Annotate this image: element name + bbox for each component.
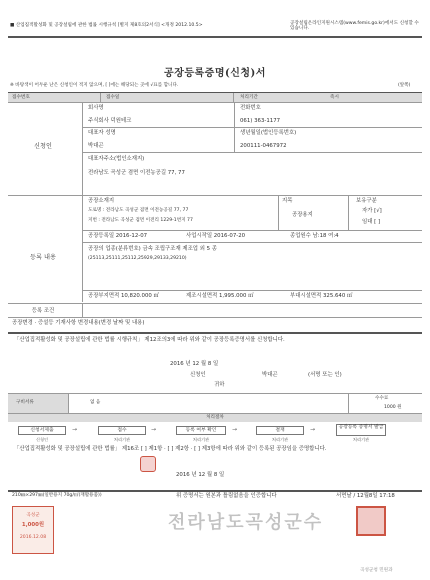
request-date: 2016 년 12 월 8 일: [170, 361, 219, 367]
signature-note: (서명 또는 인): [308, 372, 342, 378]
process-actor: 처리기관: [352, 437, 370, 442]
small-credit: 곡성군청 민원과: [360, 568, 393, 573]
divider: [82, 127, 422, 128]
divider: [234, 102, 235, 152]
page-title: 공장등록증명(신청)서: [164, 68, 266, 79]
documents-label: 구비서류: [16, 400, 34, 405]
instruction-note: ※ 바탕색이 어두운 난은 신청인이 적지 않으며, [ ]에는 해당되는 곳에 √표를 합니다.: [10, 83, 179, 88]
process-period-label: 처리기간: [240, 95, 258, 100]
ownership-own-option: 자가 [√]: [362, 208, 382, 214]
birth-label: 생년월일(법인등록번호): [240, 130, 297, 136]
registration-section-label: 등록 내용: [30, 254, 56, 261]
divider: [82, 152, 422, 153]
office-name-watermark: 전라남도곡성군수: [168, 512, 324, 533]
to-label: 귀하: [214, 382, 225, 388]
certification-text: 「산업집적활성화 및 공장설립에 관한 법률」 제16조 [ ] 제1항 · [ ] 제2항 · [ ] 제3항에 따라 위와 같이 등록된 공장임을 증명합니다.: [14, 446, 327, 452]
phone-label: 전화번호: [240, 105, 261, 111]
business-start-date: 사업시작일 2016-07-20: [186, 233, 246, 239]
divider: [82, 290, 422, 291]
birth-value: 200111-0467972: [240, 143, 287, 149]
revenue-stamp: [12, 506, 54, 554]
employee-count: 종업원수 남:18 여:4: [290, 233, 339, 239]
request-text: 「산업집적활성화 및 공장설립에 관한 법률 시행규칙」 제12조의3에 따라 위와 같이 공장등록증명서를 신청합니다.: [14, 337, 285, 343]
divider: [8, 317, 422, 318]
address-value: 전라남도 곡성군 겸면 이전농공길 77, 77: [88, 170, 185, 176]
arrow-icon: →: [310, 426, 316, 433]
land-type-label: 지목: [282, 198, 293, 204]
process-step-check: 등록 여부 확인: [176, 426, 226, 435]
documents-value: 없 음: [90, 400, 101, 405]
certification-date: 2016 년 12 월 8 일: [176, 472, 225, 478]
divider: [82, 230, 422, 231]
divider: [68, 393, 69, 413]
divider: [278, 195, 279, 230]
address-label: 대표자주소(법인소재지): [88, 156, 145, 162]
divider: [8, 490, 422, 492]
divider: [82, 303, 83, 317]
divider: [8, 102, 422, 103]
divider: [348, 393, 349, 413]
company-value: 주식회사 덕원테크: [88, 118, 132, 124]
receipt-row-shade: [8, 93, 422, 102]
divider: [8, 332, 422, 334]
registration-date: 공장등록일 2016-12-07: [88, 233, 148, 239]
divider: [82, 242, 422, 243]
changes-note: 공장변경 · 증설등 기재사항 변경내용(변경 날짜 및 내용): [12, 320, 145, 326]
representative-label: 대표자 성명: [88, 130, 116, 136]
divider: [82, 102, 83, 195]
auxiliary-area: 부대시설면적 325.640 ㎡: [290, 293, 353, 299]
issue-note: 위 증명서는 원본과 틀림없음을 인증합니다: [176, 493, 277, 499]
process-step-approval: 결재: [256, 426, 304, 435]
arrow-icon: →: [151, 426, 157, 433]
official-seal: [356, 506, 386, 536]
road-address: 도로명 : 전라남도 곡성군 겸면 이전농공길 77, 77: [88, 208, 189, 213]
header-divider: [8, 36, 422, 38]
fee-value: 1000 원: [384, 405, 402, 410]
divider: [233, 93, 234, 102]
manufacturing-area: 제조시설면적 1,995.000 ㎡: [186, 293, 254, 299]
ownership-lease-option: 임대 [ ]: [362, 219, 381, 225]
revenue-stamp-line1: 곡성군: [26, 513, 40, 518]
process-step-receipt: 접수: [98, 426, 146, 435]
arrow-icon: →: [72, 426, 78, 433]
fee-label: 수수료: [375, 396, 389, 401]
process-title: 처리절차: [206, 415, 224, 420]
arrow-icon: →: [232, 426, 238, 433]
ownership-label: 보유구분: [356, 198, 377, 204]
applicant-label: 신청인: [190, 372, 206, 378]
process-step-issue: 공장등록 증명서 발급: [336, 424, 386, 436]
industry-codes: (25113,25111,25112,25929,29133,29210): [88, 256, 187, 261]
applicant-name: 박대곤: [262, 372, 278, 378]
receipt-date-label: 접수일: [106, 95, 120, 100]
side-note: (앞쪽): [398, 83, 411, 88]
revenue-stamp-line2: 1,000원: [21, 522, 45, 529]
land-type-value: 공장용지: [292, 212, 313, 218]
lot-address: 지번 : 전라남도 곡성군 겸면 이전리 1229-1번지 77: [88, 218, 193, 223]
law-note: ■ 산업집적활성화 및 공장설립에 관한 법률 시행규칙 [별지 제8호의2서식] <개정 2012.10.5>: [10, 23, 203, 28]
representative-value: 박대곤: [88, 143, 104, 149]
process-actor: 처리기관: [113, 437, 131, 442]
revenue-stamp-line3: 2016.12.08: [19, 534, 47, 540]
official-seal-small: [140, 456, 156, 472]
process-period-value: 즉시: [330, 95, 339, 100]
divider: [8, 393, 422, 394]
process-actor: 처리기관: [271, 437, 289, 442]
receipt-number-label: 접수번호: [12, 95, 30, 100]
site-note: 공장설립온라인지원시스템(www.femis.go.kr)에서도 신청할 수 있습니다.: [290, 21, 419, 32]
company-label: 회사명: [88, 105, 104, 111]
process-step-submit: 신청서제출: [18, 426, 66, 435]
location-label: 공장소재지: [88, 198, 115, 204]
process-actor: 처리기관: [192, 437, 210, 442]
paper-note: 210㎜×297㎜(일반용지 70g/㎡(재활용품)): [12, 493, 102, 498]
process-actor: 신청인: [35, 437, 49, 442]
conditions-label: 등록 조건: [31, 308, 55, 314]
industry-type: 공장의 업종(분류번호) 금속 조립구조재 제조업 외 5 종: [88, 246, 217, 252]
divider: [8, 303, 422, 304]
phone-value: 061) 363-1177: [240, 118, 281, 124]
divider: [8, 195, 422, 196]
applicant-section-label: 신청인: [34, 143, 52, 150]
divider: [82, 195, 83, 302]
site-area: 공장부지면적 10,820.000 ㎡: [88, 293, 159, 299]
divider: [100, 93, 101, 102]
divider: [348, 195, 349, 230]
issue-date: 서면날 / 12월8일 17:18: [336, 493, 395, 499]
